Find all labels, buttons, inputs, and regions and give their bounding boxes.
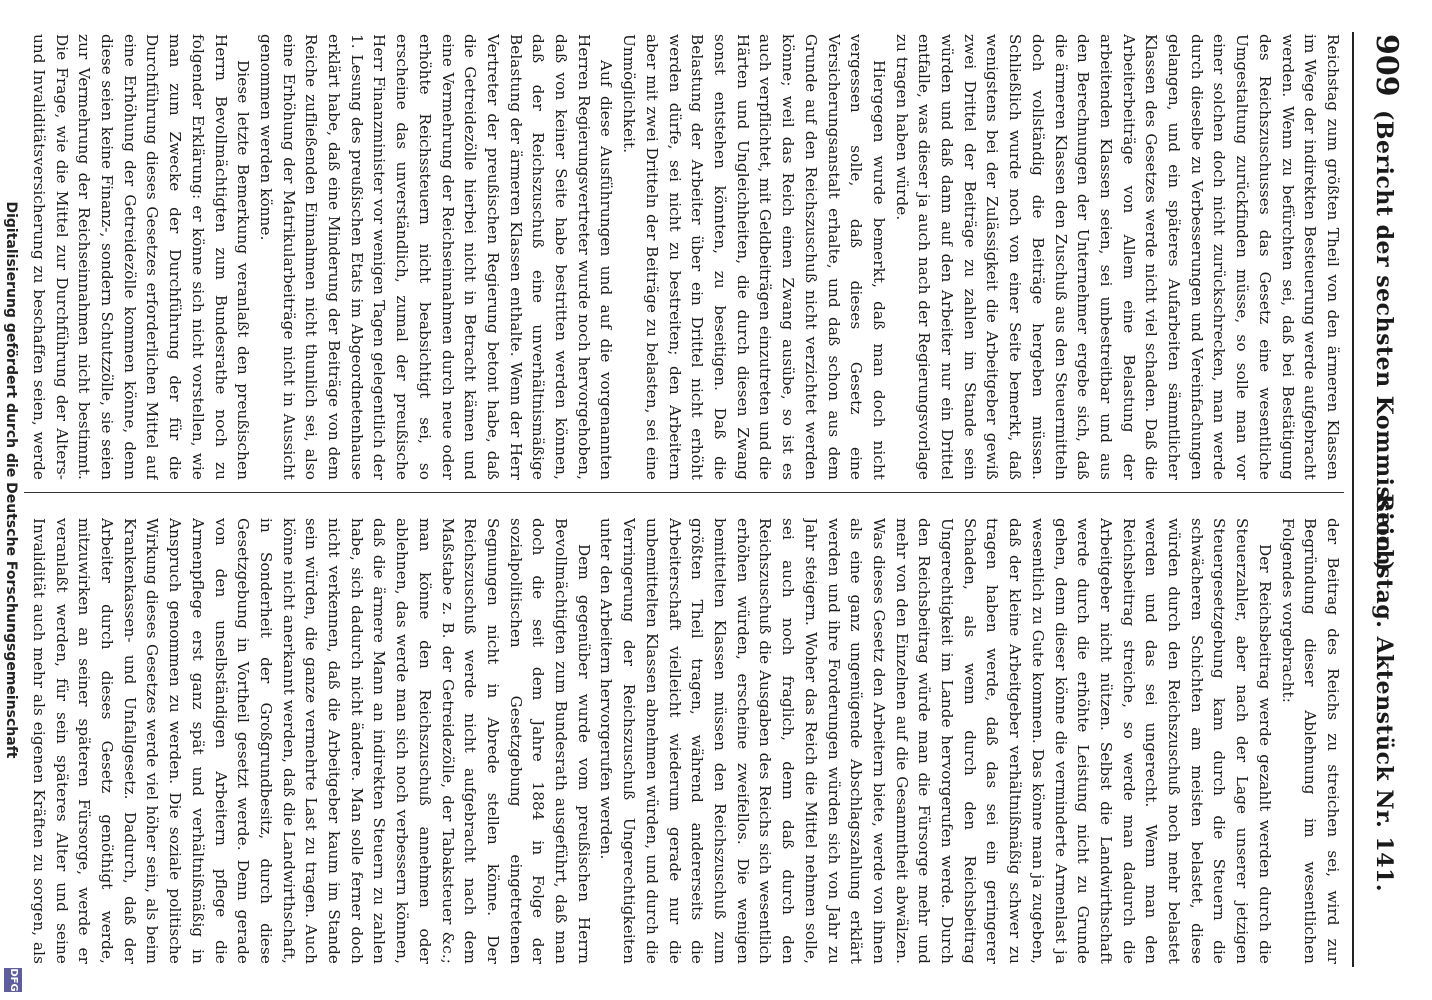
paragraph: Hiergegen wurde bemerkt, daß man doch nicht vergessen solle, daß dieses Gesetz eine Versicherungsanstalt erhalte, und daß schon aus dem Grunde auf den Reichszuschuß nicht verzichtet werden könne; weil das Reich einen Zwang ausübe, so ist es auch verpflichtet, mit Geldbeiträgen einzutreten und die Härten und Ungleichheiten, die durch diesen Zwang sonst entstehen könnten, zu beseitigen. Daß die Belastung der Arbeiter über ein Drittel nicht erhöht werden dürfe, sei nicht zu bestreiten; den Arbeitern aber mit zwei Dritteln der Beiträge zu belasten, sei eine Unmöglichkeit. (620, 34, 888, 480)
column-divider (24, 492, 1344, 493)
paragraph: Reichstag zum größten Theil von den ärmeren Klassen im Wege der indirekten Besteuerung werde aufgebracht werden. Wenn zu befürchten sei, daß bei Bestätigung des Reichszuschusses das Gesetz eine wesentliche Umgestaltung zurückfinden müsse, so solle man vor einer solchen doch nicht zurückschrecken, man werde durch dieselbe zu Verbesserungen und Vereinfachungen gelangen, und ein späteres Aufarbeiten sämmtlicher Klassen des Gesetzes werde nicht viel schaden. Daß die Arbeiterbeiträge von Allem eine Belastung der arbeitenden Klassen seien, sei unbestreitbar und aus den Berechnungen der Unternehmer ergebe sich, daß die ärmeren Klassen den Zuschuß aus den Steuermitteln doch vollständig die Beiträge hergeben müssen. Schließlich wurde noch von einer Seite bemerkt, daß wenigstens bei der Zulässigkeit die Arbeitgeber gewiß zwei Drittel der Beiträge zu zahlen im Stande sein würden und daß dann auf den Arbeiter nur ein Drittel entfalle, was dieser ja auch nach der Regierungsvorlage zu tragen haben würde. (892, 34, 1342, 480)
text-column-left (24, 34, 1344, 480)
dfg-logo: DFG (4, 968, 22, 992)
paragraph: der Beitrag des Reichs zu streichen sei, wird zur Begründung dieser Ablehnung im wesentlichen Folgendes vorgebracht: (1278, 518, 1342, 964)
paragraph: Auf diese Ausführungen und auf die vorgenannten Herren Regierungsvertreter wurde noch hervorgehoben, daß von keiner Seite habe bestritten werden können, daß der Reichszuschuß eine unverhältnismäßige Belastung der ärmeren Klassen enthalte. Wenn der Herr Vertreter der preußischen Regierung betont habe, daß die Getreidezölle hierbei nicht in Betracht kämen und eine Vermehrung der Reichseinnahmen durch neue oder erhöhte Reichssteuern nicht beabsichtigt sei, so erscheine das unverständlich, zumal der preußische Herr Finanzminister vor wenigen Tagen gelegentlich der 1. Lesung des preußischen Etats im Abgeordnetenhause erklärt habe, daß eine Minderung der Beiträge von dem Reiche zufließenden Einnahmen nicht thunlich sei, also eine Erhöhung der Matrikularbeiträge nicht in Aussicht genommen werden könne. (256, 34, 616, 480)
page-number: 909 (1369, 34, 1404, 97)
paragraph: Dem gegenüber wurde vom preußischen Herrn Bevollmächtigten zum Bundesrath ausgeführt, daß man doch die seit dem Jahre 1884 in Folge der sozialpolitischen Gesetzgebung eingetretenen Segnungen nicht in Abrede stellen könne. Der Reichszuschuß werde nicht aufgebracht nach dem Maßstabe z. B. der Getreidezölle, der Tabaksteuer &c.; man könne den Reichszuschuß annehmen oder ablehnen, das werde man sich noch verbessern können, daß die ärmere Mann an indirekten Steuern zu zahlen habe, sich dadurch nicht ändere. Man solle ferner doch nicht verkennen, daß die Arbeitgeber kaum im Stande sein würden, die ganze vermehrte Last zu tragen. Auch könne nicht anerkannt werden, daß die Landwirthschaft, in Sonderheit der Großgrundbesitz, durch diese Gesetzgebung in Vortheil gesetzt werde. Denn gerade von den unselbständigen Arbeitern pflege die Armenpflege erst ganz spät und verhältnißmäßig in Anspruch genommen zu werden. Die soziale politische Wirkung dieses Gesetzes werde viel höher sein, als beim Krankenkassen- und Unfallgesetz. Dadurch, daß der Arbeiter durch dieses Gesetz genöthigt werde, mitzuwirken an seiner späteren Fürsorge, werde er veranlaßt werden, für sein späteres Alter und seine Invalidität auch mehr als eigenen Kräften zu sorgen, als (29, 518, 593, 964)
running-header-right: Reichstag. Aktenstück Nr. 141. (1371, 493, 1397, 892)
paragraph: Der Reichsbeitrag werde gezahlt werden durch die Steuerzahler, aber nach der Lage unserer jetzigen Steuergesetzgebung kam durch die Steuern die schwächeren Schichten am meisten belastet, diese würden durch den Reichszuschuß noch mehr belastet werden und das sei ungerecht. Wenn man den Reichsbeitrag streiche, so werde man dadurch die Arbeitgeber nicht nützen. Selbst die Landwirthschaft werde durch die erhöhte Leistung nicht zu Grunde gehen, denn dieser könne die verminderte Armenlast ja wesentlich zu Gute kommen. Das könne man ja zugeben, daß der kleine Arbeitgeber verhältnißmäßig schwer zu tragen haben werde, daß das sei ein geringerer Schaden, als wenn durch den Reichsbeitrag Ungerechtigkeit im Lande hervorgerufen werde. Durch den Reichsbeitrag würde man die Fürsorge mehr und mehr von den Einzelnen auf die Gesammtheit abwälzen. Was dieses Gesetz den Arbeitern biete, werde von ihnen als eine ganz ungenügende Abschlagszahlung erklärt werden und ihre Forderungen würden sich von Jahr zu Jahr steigern. Woher das Reich die Mittel nehmen solle, sei auch noch fraglich, denn daß durch den Reichszuschuß die Ausgaben des Reichs sich wesentlich erhöhen würden, erscheine zweifellos. Die wenigen bemittelten Klassen müssen den Reichszuschuß zum größten Theil tragen, während andererseits die Arbeiterschaft vielleicht wiederum gerade nur die unbemittelten Klassen abnehmen würden, und durch die Verringerung der Reichszuschuß Ungerechtigkeiten unter den Arbeitern hervorgerufen werden. (597, 518, 1274, 964)
running-header-left: (Bericht der sechsten Kommission.) (1371, 110, 1397, 572)
header-rule (1352, 32, 1354, 967)
text-column-right (24, 518, 1344, 964)
digitization-credit: Digitalisierung gefördert durch die Deutsche Forschungsgemeinschaft (3, 201, 19, 759)
paragraph: Diese letzte Bemerkung veranlaßt den preußischen Herrn Bevollmächtigten zum Bundesrathe noch zu folgender Erklärung: er könne sich nicht vorstellen, wie man zum Zwecke der Durchführung der für die Durchführung dieses Gesetzes erforderlichen Mittel auf eine Erhöhung der Getreidezölle kommen könne, denn diese seien keine Finanz-, sondern Schutzzölle, sie seien zur Vermehrung der Reichseinnahmen nicht bestimmt. Die Frage, wie die Mittel zur Durchführung der Alters- und Invaliditätsversicherung zu beschaffen seien, werde (29, 34, 253, 480)
